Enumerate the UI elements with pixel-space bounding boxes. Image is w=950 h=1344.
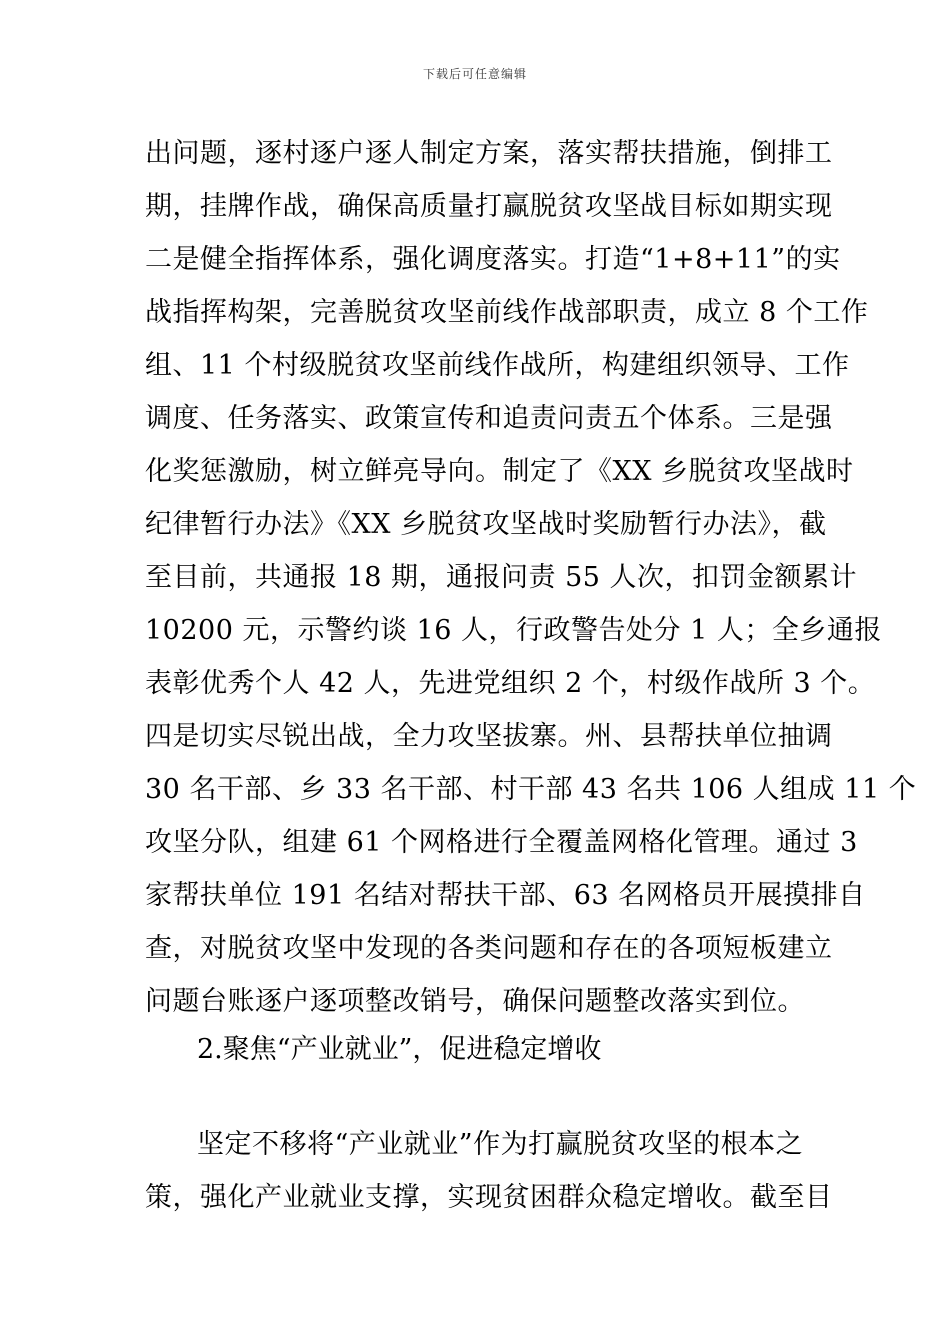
paragraph-line: 出问题，逐村逐户逐人制定方案，落实帮扶措施，倒排工 xyxy=(145,138,833,169)
paragraph-line: 问题台账逐户逐项整改销号，确保问题整改落实到位。 xyxy=(145,986,805,1017)
paragraph-line: 至目前，共通报 18 期，通报问责 55 人次，扣罚金额累计 xyxy=(145,562,858,593)
paragraph-line: 战指挥构架，完善脱贫攻坚前线作战部职责，成立 8 个工作 xyxy=(145,297,869,328)
paragraph-line: 四是切实尽锐出战，全力攻坚拔寨。州、县帮扶单位抽调 xyxy=(145,721,833,752)
header-note: 下载后可任意编辑 xyxy=(422,67,527,81)
paragraph-line: 家帮扶单位 191 名结对帮扶干部、63 名网格员开展摸排自 xyxy=(145,880,866,911)
paragraph-1 xyxy=(145,127,917,1028)
paragraph-line: 组、11 个村级脱贫攻坚前线作战所，构建组织领导、工作 xyxy=(145,350,850,381)
section-heading: 2.聚焦“产业就业”，促进稳定增收 xyxy=(197,1034,602,1065)
paragraph-2 xyxy=(145,1118,833,1224)
paragraph-line: 10200 元，示警约谈 16 人，行政警告处分 1 人；全乡通报 xyxy=(145,615,882,646)
paragraph-line: 纪律暂行办法》《XX 乡脱贫攻坚战时奖励暂行办法》，截 xyxy=(145,509,827,540)
paragraph-line: 表彰优秀个人 42 人，先进党组织 2 个，村级作战所 3 个。 xyxy=(145,668,876,699)
paragraph-line: 期，挂牌作战，确保高质量打赢脱贫攻坚战目标如期实现 xyxy=(145,191,833,222)
paragraph-line: 坚定不移将“产业就业”作为打赢脱贫攻坚的根本之 xyxy=(197,1129,804,1160)
paragraph-line: 调度、任务落实、政策宣传和追责问责五个体系。三是强 xyxy=(145,403,833,434)
paragraph-line: 策，强化产业就业支撑，实现贫困群众稳定增收。截至目 xyxy=(145,1182,833,1213)
paragraph-line: 二是健全指挥体系，强化调度落实。打造“1+8+11”的实 xyxy=(145,244,841,275)
paragraph-line: 攻坚分队，组建 61 个网格进行全覆盖网格化管理。通过 3 xyxy=(145,827,858,858)
paragraph-line: 30 名干部、乡 33 名干部、村干部 43 名共 106 人组成 11 个 xyxy=(145,774,917,805)
paragraph-line: 化奖惩激励，树立鲜亮导向。制定了《XX 乡脱贫攻坚战时 xyxy=(145,456,854,487)
paragraph-line: 查，对脱贫攻坚中发现的各类问题和存在的各项短板建立 xyxy=(145,933,833,964)
